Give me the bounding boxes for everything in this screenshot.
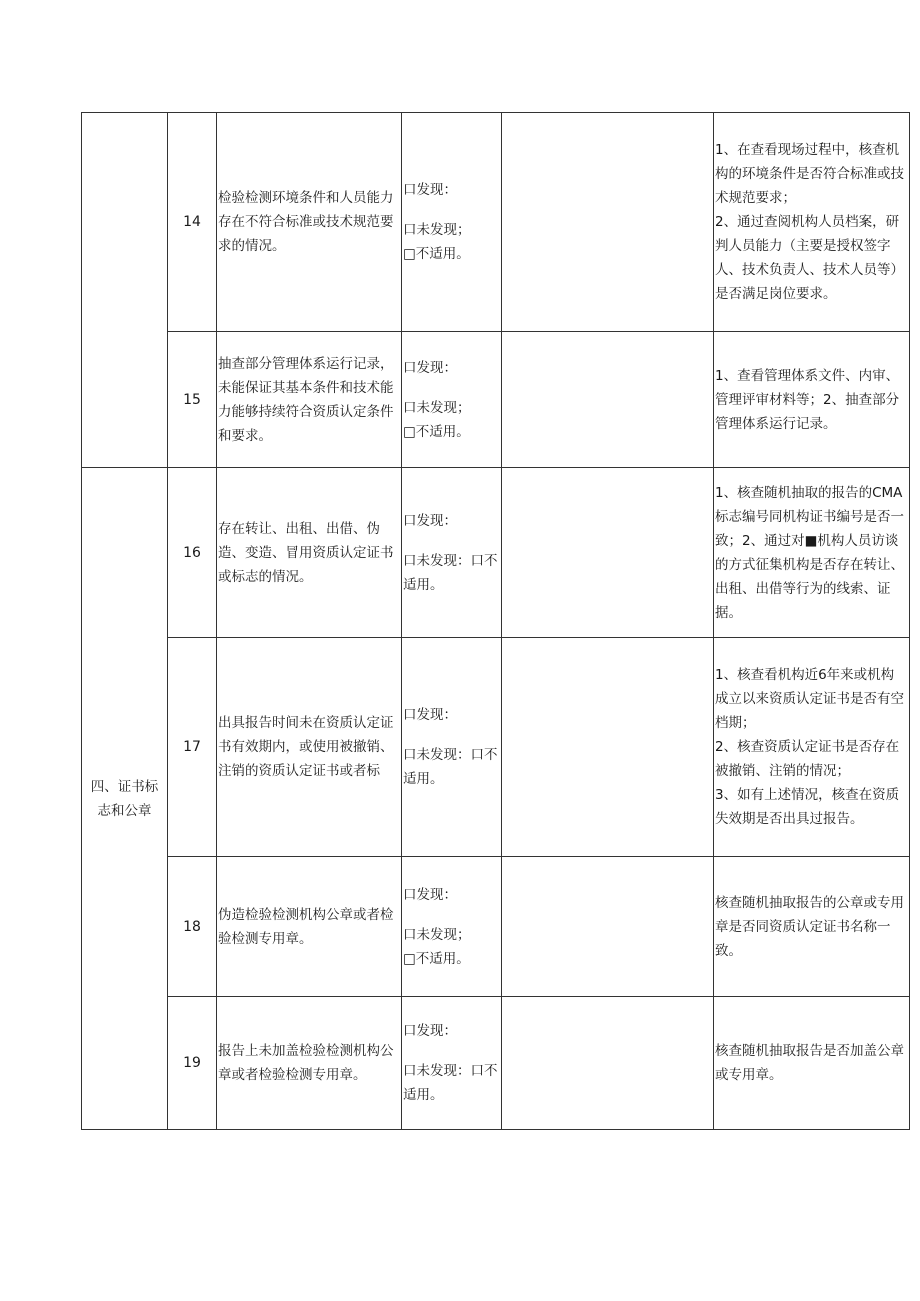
check-item: 伪造检验检测机构公章或者检验检测专用章。: [217, 857, 402, 997]
check-method: 1、在查看现场过程中，核查机构的环境条件是否符合标准或技术规范要求； 2、通过查阅机构人员档案，研判人员能力（主要是授权签字人、技术负责人、技术人员等）是否满足岗位要求。: [714, 113, 910, 332]
table-row: [82, 332, 910, 468]
result-options: [402, 638, 502, 857]
item-number: 17: [168, 638, 217, 857]
category-cell-empty: [82, 113, 168, 468]
findings-cell[interactable]: [502, 332, 714, 468]
check-item: 检验检测环境条件和人员能力存在不符合标准或技术规范要求的情况。: [217, 113, 402, 332]
table-row: [82, 468, 910, 638]
not-found-na-checkbox[interactable]: 口未发现：口不适用。: [403, 747, 498, 787]
found-checkbox[interactable]: 口发现：: [403, 182, 457, 198]
not-found-na-checkbox[interactable]: 口未发现：口不适用。: [403, 1063, 498, 1103]
item-number: 16: [168, 468, 217, 638]
not-applicable-checkbox[interactable]: □不适用。: [403, 246, 470, 262]
check-method: 核查随机抽取报告是否加盖公章或专用章。: [714, 997, 910, 1130]
not-found-checkbox[interactable]: 口未发现；: [403, 399, 471, 416]
table-row: [82, 857, 910, 997]
table-row: [82, 638, 910, 857]
category-cell: [82, 468, 168, 1130]
findings-cell[interactable]: [502, 997, 714, 1130]
check-item: 出具报告时间未在资质认定证书有效期内，或使用被撤销、注销的资质认定证书或者标: [217, 638, 402, 857]
found-checkbox[interactable]: 口发现：: [403, 512, 457, 529]
findings-cell[interactable]: [502, 857, 714, 997]
not-found-na-checkbox[interactable]: 口未发现：口不适用。: [403, 552, 498, 593]
item-number: 14: [168, 113, 217, 332]
found-checkbox[interactable]: 口发现：: [403, 707, 457, 723]
not-found-checkbox[interactable]: 口未发现；: [403, 222, 471, 238]
findings-cell[interactable]: [502, 638, 714, 857]
check-method: 核查随机抽取报告的公章或专用章是否同资质认定证书名称一致。: [714, 857, 910, 997]
result-options: [402, 468, 502, 638]
findings-cell[interactable]: [502, 468, 714, 638]
found-checkbox[interactable]: 口发现：: [403, 1023, 457, 1039]
item-number: 18: [168, 857, 217, 997]
result-options: [402, 997, 502, 1130]
table-row: [82, 113, 910, 332]
result-options: [402, 332, 502, 468]
not-found-checkbox[interactable]: 口未发现；: [403, 926, 471, 943]
findings-cell[interactable]: [502, 113, 714, 332]
found-checkbox[interactable]: 口发现：: [403, 886, 457, 903]
item-number: 15: [168, 332, 217, 468]
check-item: 报告上未加盖检验检测机构公章或者检验检测专用章。: [217, 997, 402, 1130]
category-label: 四、证书标志和公章: [90, 778, 159, 819]
check-item: 抽查部分管理体系运行记录，未能保证其基本条件和技术能力能够持续符合资质认定条件和要求。: [217, 332, 402, 468]
check-method: 1、查看管理体系文件、内审、管理评审材料等；2、抽查部分管理体系运行记录。: [714, 332, 910, 468]
result-options: [402, 857, 502, 997]
check-item: 存在转让、出租、出借、伪造、变造、冒用资质认定证书或标志的情况。: [217, 468, 402, 638]
table-row: [82, 997, 910, 1130]
not-applicable-checkbox[interactable]: □不适用。: [403, 950, 470, 967]
check-method: 1、核查随机抽取的报告的CMA标志编号同机构证书编号是否一致；2、通过对■机构人员访谈的方式征集机构是否存在转让、出租、出借等行为的线索、证据。: [714, 468, 910, 638]
found-checkbox[interactable]: 口发现：: [403, 359, 457, 376]
item-number: 19: [168, 997, 217, 1130]
inspection-table: [81, 112, 910, 1130]
not-applicable-checkbox[interactable]: □不适用。: [403, 423, 470, 440]
check-method: 1、核查看机构近6年来或机构成立以来资质认定证书是否有空档期； 2、核查资质认定证书是否存在被撤销、注销的情况； 3、如有上述情况，核查在资质失效期是否出具过报告。: [714, 638, 910, 857]
result-options: [402, 113, 502, 332]
